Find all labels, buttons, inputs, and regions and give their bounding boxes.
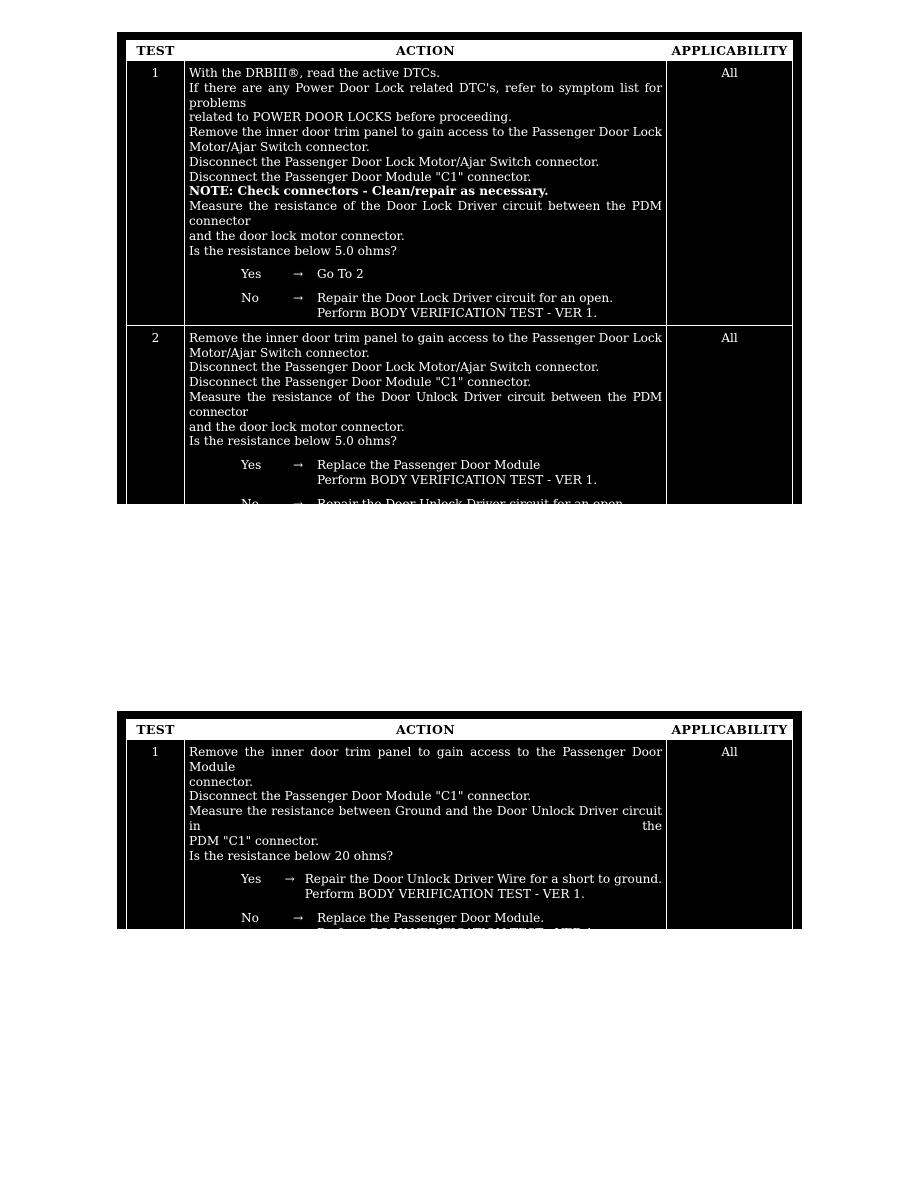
action-line: Is the resistance below 20 ohms?: [189, 848, 394, 863]
action-line: Is the resistance below 5.0 ohms?: [189, 434, 397, 449]
action-cell: [185, 740, 667, 946]
action-line: Remove the inner door trim panel to gain access to the Passenger Door Lock: [189, 330, 662, 345]
yes-response: [189, 872, 662, 902]
action-line: Measure the resistance of the Door Lock Driver circuit between the PDM connector: [189, 199, 662, 228]
action-line: Disconnect the Passenger Door Lock Motor/Ajar Switch connector.: [189, 154, 600, 169]
arrow-right-icon: →: [284, 872, 295, 887]
arrow-right-icon: →: [293, 291, 304, 306]
no-line-1: Repair the Door Unlock Driver circuit for an open.: [317, 496, 627, 511]
no-text: [317, 911, 662, 941]
no-line-2: Perform BODY VERIFICATION TEST - VER 1.: [317, 511, 598, 526]
yes-line-2: Perform BODY VERIFICATION TEST - VER 1.: [304, 887, 585, 902]
yes-label: Yes: [241, 872, 262, 887]
yes-label: Yes: [241, 267, 262, 282]
no-label: No: [241, 496, 259, 511]
action-line: Measure the resistance of the Door Unlock Driver circuit between the PDM connector: [189, 389, 662, 419]
applicability-cell: All: [667, 325, 793, 531]
test-number: 2: [127, 325, 185, 531]
arrow-right-icon: →: [293, 458, 304, 473]
yes-response: [189, 458, 662, 488]
table-row: [127, 740, 793, 946]
action-line: With the DRBIII®, read the active DTCs.: [189, 66, 441, 80]
no-line-1: Repair the Door Lock Driver circuit for an open.: [317, 291, 614, 306]
action-line: Motor/Ajar Switch connector.: [189, 139, 370, 154]
procedure-table-2: [117, 711, 802, 940]
test-number: 1: [127, 61, 185, 326]
header-test: TEST: [127, 41, 185, 61]
yes-line-1: Replace the Passenger Door Module: [317, 458, 541, 473]
test-table: [126, 40, 793, 531]
table-row: [127, 325, 793, 531]
yes-line-2: Perform BODY VERIFICATION TEST - VER 1.: [317, 472, 598, 487]
table-header-row: [127, 41, 793, 61]
no-line-2: Perform BODY VERIFICATION TEST - VER 1.: [317, 925, 598, 940]
arrow-right-icon: →: [293, 267, 304, 282]
table-row: [127, 61, 793, 326]
action-line: and the door lock motor connector.: [189, 419, 405, 434]
action-line: related to POWER DOOR LOCKS before proceeding.: [189, 110, 513, 125]
action-line: Measure the resistance between Ground and the Door Unlock Driver circuit in the: [189, 804, 662, 833]
action-line: Disconnect the Passenger Door Module "C1" connector.: [189, 375, 532, 390]
yes-response: [189, 267, 662, 282]
action-line: Disconnect the Passenger Door Lock Motor/Ajar Switch connector.: [189, 360, 600, 375]
table-header-row: [127, 720, 793, 740]
header-applicability: APPLICABILITY: [667, 41, 793, 61]
action-line: connector.: [189, 774, 253, 789]
note-line: NOTE: Check connectors - Clean/repair as necessary.: [189, 184, 549, 199]
action-line: Disconnect the Passenger Door Module "C1" connector.: [189, 169, 532, 184]
action-line: PDM "C1" connector.: [189, 833, 319, 848]
no-response: [189, 911, 662, 941]
action-cell: [185, 325, 667, 531]
yes-line-1: Go To 2: [317, 267, 364, 282]
test-table: [126, 719, 793, 946]
procedure-table-1: [117, 32, 802, 526]
no-response: [189, 291, 662, 321]
no-response: [189, 497, 662, 527]
action-line: Is the resistance below 5.0 ohms?: [189, 243, 397, 258]
yes-text: [317, 458, 662, 488]
yes-line-1: Repair the Door Unlock Driver Wire for a short to ground.: [304, 872, 662, 887]
action-line: If there are any Power Door Lock related DTC's, refer to symptom list for problems: [189, 80, 662, 110]
action-line: and the door lock motor connector.: [189, 228, 405, 243]
no-text: [317, 497, 662, 527]
applicability-cell: All: [667, 740, 793, 946]
action-line: Remove the inner door trim panel to gain access to the Passenger Door Lock: [189, 125, 662, 140]
no-text: [317, 291, 662, 321]
test-number: 1: [127, 740, 185, 946]
no-label: No: [241, 910, 259, 925]
no-label: No: [241, 291, 259, 306]
arrow-right-icon: →: [293, 496, 304, 511]
action-line: Disconnect the Passenger Door Module "C1" connector.: [189, 789, 532, 804]
no-line-2: Perform BODY VERIFICATION TEST - VER 1.: [317, 305, 598, 320]
header-applicability: APPLICABILITY: [667, 720, 793, 740]
yes-text: [317, 267, 662, 282]
header-action: ACTION: [185, 41, 667, 61]
action-cell: [185, 61, 667, 326]
action-line: Motor/Ajar Switch connector.: [189, 345, 370, 360]
yes-text: [305, 872, 662, 902]
yes-label: Yes: [241, 458, 262, 473]
arrow-right-icon: →: [293, 910, 304, 925]
applicability-cell: All: [667, 61, 793, 326]
header-test: TEST: [127, 720, 185, 740]
header-action: ACTION: [185, 720, 667, 740]
action-line: Remove the inner door trim panel to gain access to the Passenger Door Module: [189, 745, 662, 774]
no-line-1: Replace the Passenger Door Module.: [317, 910, 545, 925]
